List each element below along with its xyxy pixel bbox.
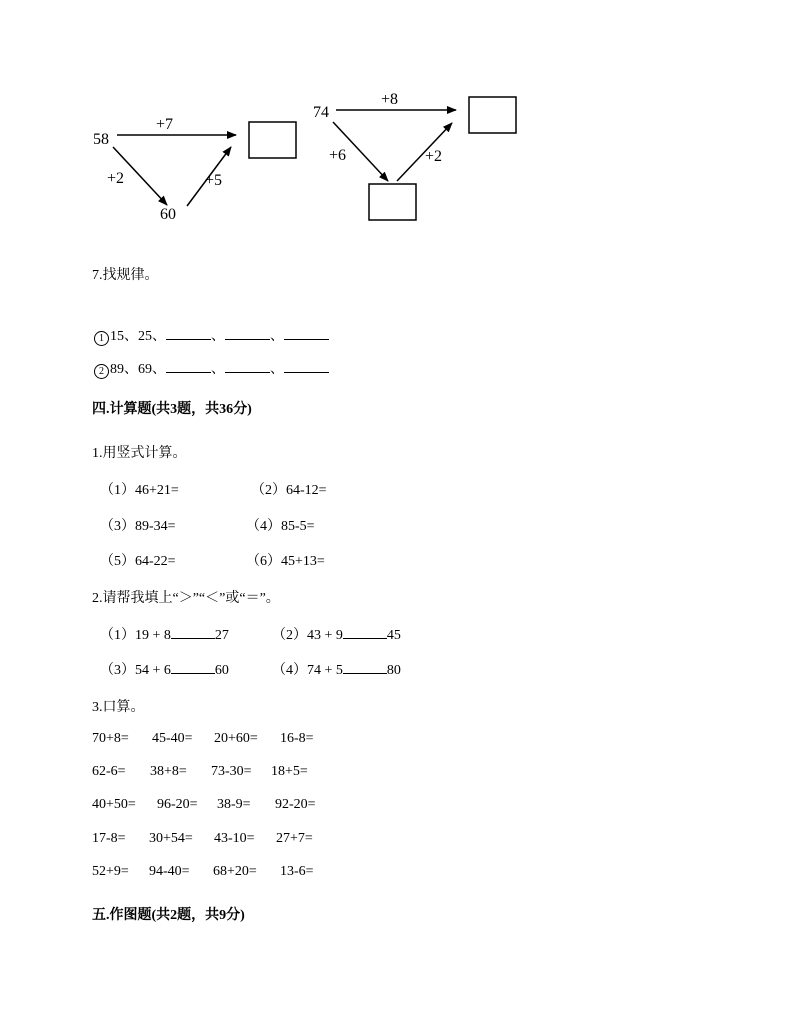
q3-cell: 13-6= xyxy=(280,864,314,879)
diagram2-top-operation: +8 xyxy=(381,91,399,108)
q2-title: 2.请帮我填上“＞”“＜”或“＝”。 xyxy=(92,591,280,606)
q1-title: 1.用竖式计算。 xyxy=(92,446,187,461)
q7-row-1 xyxy=(94,325,329,346)
separator: 、 xyxy=(270,362,284,377)
compare-blank[interactable] xyxy=(171,672,215,674)
q7-row-2 xyxy=(94,358,329,379)
compare-blank[interactable] xyxy=(343,672,387,674)
diagram2-start-number: 74 xyxy=(313,104,329,121)
q2-item-1 xyxy=(100,624,229,644)
separator: 、 xyxy=(270,329,284,344)
diagram1-left-operation: +2 xyxy=(107,170,125,187)
diagram1-top-operation: +7 xyxy=(156,116,174,133)
compare-blank[interactable] xyxy=(171,637,215,639)
q3-cell: 38-9= xyxy=(217,797,251,812)
q3-cell: 94-40= xyxy=(149,864,190,879)
q1-item-4: （4）85-5= xyxy=(246,519,315,534)
q2-item-3-right: 60 xyxy=(214,663,229,678)
q2-item-4 xyxy=(272,659,401,679)
q3-cell: 92-20= xyxy=(275,797,316,812)
q2-item-2-right: 45 xyxy=(386,628,401,643)
q2-item-2-expression: （2）43 + 9 xyxy=(272,628,343,643)
q2-item-3 xyxy=(100,659,229,679)
q1-item-1: （1）46+21= xyxy=(100,483,179,498)
diagram1-right-operation: +5 xyxy=(205,172,223,189)
q3-cell: 70+8= xyxy=(92,731,129,746)
diagram1-middle-number: 60 xyxy=(160,206,176,223)
compare-blank[interactable] xyxy=(343,637,387,639)
answer-blank[interactable] xyxy=(166,338,211,340)
q3-cell: 18+5= xyxy=(271,764,308,779)
separator: 、 xyxy=(211,362,225,377)
q3-cell: 27+7= xyxy=(276,831,313,846)
q3-cell: 16-8= xyxy=(280,731,314,746)
circled-number-1: 1 xyxy=(94,331,109,346)
q3-cell: 52+9= xyxy=(92,864,129,879)
q7-title: 7.找规律。 xyxy=(92,268,159,283)
answer-blank[interactable] xyxy=(166,371,211,373)
q2-item-1-expression: （1）19 + 8 xyxy=(100,628,171,643)
diagram2-answer-box-right[interactable] xyxy=(469,97,516,133)
q2-item-3-expression: （3）54 + 6 xyxy=(100,663,171,678)
q3-cell: 40+50= xyxy=(92,797,136,812)
q3-cell: 96-20= xyxy=(157,797,198,812)
section4-heading: 四.计算题(共3题，共36分) xyxy=(92,402,252,417)
q3-cell: 17-8= xyxy=(92,831,126,846)
q3-cell: 38+8= xyxy=(150,764,187,779)
q1-item-5: （5）64-22= xyxy=(100,554,176,569)
section5-heading: 五.作图题(共2题，共9分) xyxy=(92,908,245,923)
answer-blank[interactable] xyxy=(225,338,270,340)
diagram2-right-operation: +2 xyxy=(425,148,443,165)
q3-cell: 20+60= xyxy=(214,731,258,746)
q2-item-4-right: 80 xyxy=(386,663,401,678)
q2-item-2 xyxy=(272,624,401,644)
q1-item-6: （6）45+13= xyxy=(246,554,325,569)
answer-blank[interactable] xyxy=(284,371,329,373)
q3-cell: 68+20= xyxy=(213,864,257,879)
circled-number-2: 2 xyxy=(94,364,109,379)
diagram1-answer-box[interactable] xyxy=(249,122,296,158)
q2-item-1-right: 27 xyxy=(214,628,229,643)
q3-cell: 73-30= xyxy=(211,764,252,779)
separator: 、 xyxy=(211,329,225,344)
answer-blank[interactable] xyxy=(225,371,270,373)
diagram1-start-number: 58 xyxy=(93,131,109,148)
q7-row-1-sequence: 15、25、 xyxy=(110,329,166,344)
q7-row-2-sequence: 89、69、 xyxy=(110,362,166,377)
q1-item-3: （3）89-34= xyxy=(100,519,176,534)
diagram2-answer-box-bottom[interactable] xyxy=(369,184,416,220)
q3-cell: 43-10= xyxy=(214,831,255,846)
q1-item-2: （2）64-12= xyxy=(251,483,327,498)
diagram2-left-operation: +6 xyxy=(329,147,347,164)
q3-cell: 30+54= xyxy=(149,831,193,846)
q3-title: 3.口算。 xyxy=(92,700,145,715)
q3-cell: 45-40= xyxy=(152,731,193,746)
q3-cell: 62-6= xyxy=(92,764,126,779)
answer-blank[interactable] xyxy=(284,338,329,340)
q2-item-4-expression: （4）74 + 5 xyxy=(272,663,343,678)
